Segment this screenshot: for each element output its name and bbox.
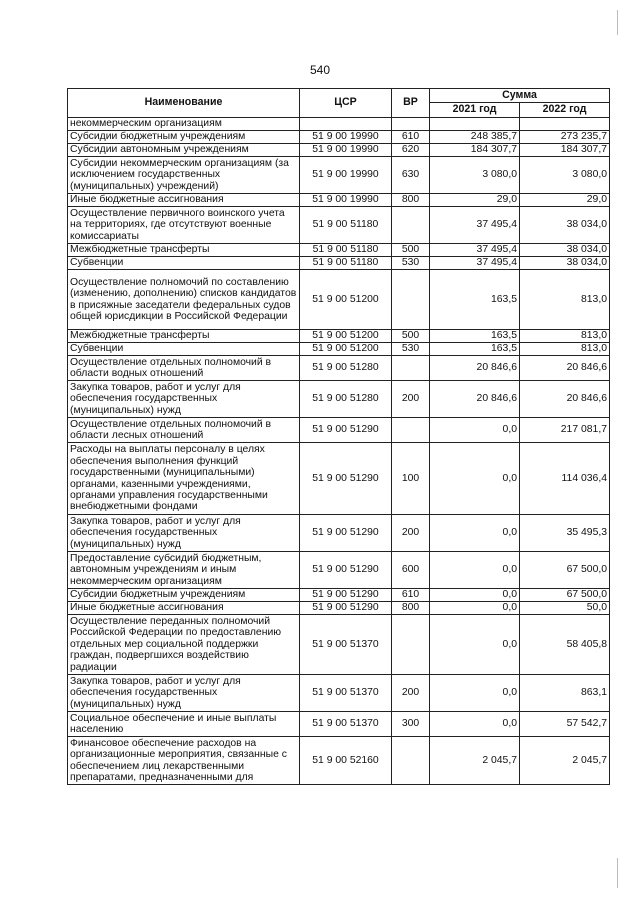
row-csr-cell: 51 9 00 19990 (300, 194, 392, 207)
row-vr-cell: 200 (392, 515, 430, 552)
row-csr-cell: 51 9 00 51290 (300, 552, 392, 589)
row-vr-cell: 500 (392, 244, 430, 257)
row-csr-cell: 51 9 00 51280 (300, 381, 392, 418)
row-vr-cell: 530 (392, 343, 430, 356)
row-2021-cell: 0,0 (430, 675, 520, 712)
row-2022-cell: 29,0 (520, 194, 610, 207)
row-csr-cell: 51 9 00 51180 (300, 257, 392, 270)
row-vr-cell: 100 (392, 443, 430, 515)
table-row (68, 381, 610, 418)
table-row (68, 257, 610, 270)
row-2022-cell: 813,0 (520, 330, 610, 343)
row-vr-cell: 200 (392, 675, 430, 712)
row-2022-cell: 20 846,6 (520, 356, 610, 381)
row-name-cell: Финансовое обеспечение расходов на организационные мероприятия, связанные с обеспечением лиц лекарственными препаратами, предназначенными для (68, 737, 300, 785)
table-row (68, 118, 610, 131)
row-name-cell: Субсидии бюджетным учреждениям (68, 131, 300, 144)
row-2022-cell: 813,0 (520, 270, 610, 330)
row-csr-cell: 51 9 00 19990 (300, 144, 392, 157)
table-row (68, 552, 610, 589)
row-csr-cell: 51 9 00 51290 (300, 589, 392, 602)
row-2022-cell: 20 846,6 (520, 381, 610, 418)
row-name-cell: Межбюджетные трансферты (68, 244, 300, 257)
table-body (68, 118, 610, 785)
row-name-cell: Закупка товаров, работ и услуг для обеспечения государственных (муниципальных) нужд (68, 675, 300, 712)
table-row (68, 418, 610, 443)
row-2021-cell: 37 495,4 (430, 257, 520, 270)
row-name-cell: Субсидии автономным учреждениям (68, 144, 300, 157)
row-2022-cell: 184 307,7 (520, 144, 610, 157)
page-number: 540 (309, 63, 331, 77)
table-row (68, 330, 610, 343)
row-name-cell: Предоставление субсидий бюджетным, автономным учреждениям и иным некоммерческим организациям (68, 552, 300, 589)
budget-table (67, 88, 610, 785)
row-csr-cell: 51 9 00 51370 (300, 712, 392, 737)
row-csr-cell (300, 118, 392, 131)
row-2022-cell: 813,0 (520, 343, 610, 356)
header-csr: ЦСР (300, 89, 392, 118)
row-2022-cell: 67 500,0 (520, 552, 610, 589)
row-name-cell: Осуществление переданных полномочий Российской Федерации по предоставлению отдельных мер социальной поддержки граждан, подвергшихся воздействию радиации (68, 615, 300, 675)
table-row (68, 194, 610, 207)
row-2022-cell (520, 118, 610, 131)
row-csr-cell: 51 9 00 19990 (300, 131, 392, 144)
scan-edge-mark (617, 858, 618, 888)
table-row (68, 589, 610, 602)
row-name-cell: некоммерческим организациям (68, 118, 300, 131)
row-csr-cell: 51 9 00 51290 (300, 602, 392, 615)
row-name-cell: Иные бюджетные ассигнования (68, 194, 300, 207)
row-csr-cell: 51 9 00 19990 (300, 157, 392, 194)
row-vr-cell: 800 (392, 194, 430, 207)
row-vr-cell: 610 (392, 589, 430, 602)
row-2021-cell: 20 846,6 (430, 381, 520, 418)
table-row (68, 675, 610, 712)
row-name-cell: Субсидии некоммерческим организациям (за исключением государственных (муниципальных) учреждений) (68, 157, 300, 194)
row-vr-cell: 500 (392, 330, 430, 343)
row-2021-cell (430, 118, 520, 131)
row-2021-cell: 0,0 (430, 515, 520, 552)
row-2022-cell: 35 495,3 (520, 515, 610, 552)
row-2021-cell: 0,0 (430, 418, 520, 443)
row-csr-cell: 51 9 00 51290 (300, 443, 392, 515)
row-vr-cell: 630 (392, 157, 430, 194)
row-csr-cell: 51 9 00 51180 (300, 244, 392, 257)
row-csr-cell: 51 9 00 51370 (300, 675, 392, 712)
row-2022-cell: 114 036,4 (520, 443, 610, 515)
row-name-cell: Межбюджетные трансферты (68, 330, 300, 343)
row-2021-cell: 184 307,7 (430, 144, 520, 157)
row-2021-cell: 163,5 (430, 270, 520, 330)
table-row (68, 737, 610, 785)
row-2022-cell: 863,1 (520, 675, 610, 712)
row-2021-cell: 0,0 (430, 443, 520, 515)
row-2021-cell: 0,0 (430, 615, 520, 675)
row-name-cell: Субвенции (68, 257, 300, 270)
table-row (68, 515, 610, 552)
row-2022-cell: 273 235,7 (520, 131, 610, 144)
row-name-cell: Осуществление полномочий по составлению (изменению, дополнению) списков кандидатов в присяжные заседатели федеральных судов общей юрисдикции в Российской Федерации (68, 270, 300, 330)
row-name-cell: Субвенции (68, 343, 300, 356)
table-row (68, 270, 610, 330)
header-year-2022: 2022 год (520, 103, 610, 118)
row-2021-cell: 3 080,0 (430, 157, 520, 194)
row-name-cell: Субсидии бюджетным учреждениям (68, 589, 300, 602)
row-csr-cell: 51 9 00 51200 (300, 343, 392, 356)
table-row (68, 343, 610, 356)
row-2022-cell: 38 034,0 (520, 257, 610, 270)
row-csr-cell: 51 9 00 51180 (300, 207, 392, 244)
row-csr-cell: 51 9 00 51200 (300, 330, 392, 343)
row-name-cell: Осуществление отдельных полномочий в области лесных отношений (68, 418, 300, 443)
row-2022-cell: 50,0 (520, 602, 610, 615)
row-2022-cell: 57 542,7 (520, 712, 610, 737)
row-2021-cell: 0,0 (430, 602, 520, 615)
row-csr-cell: 51 9 00 51280 (300, 356, 392, 381)
row-2021-cell: 37 495,4 (430, 207, 520, 244)
scan-edge-mark (617, 10, 618, 35)
row-2022-cell: 2 045,7 (520, 737, 610, 785)
header-name: Наименование (68, 89, 300, 118)
table-row (68, 131, 610, 144)
table-header (68, 89, 610, 118)
table-row (68, 157, 610, 194)
row-csr-cell: 51 9 00 52160 (300, 737, 392, 785)
row-name-cell: Закупка товаров, работ и услуг для обеспечения государственных (муниципальных) нужд (68, 515, 300, 552)
row-2021-cell: 29,0 (430, 194, 520, 207)
table-row (68, 602, 610, 615)
row-name-cell: Закупка товаров, работ и услуг для обеспечения государственных (муниципальных) нужд (68, 381, 300, 418)
row-2021-cell: 37 495,4 (430, 244, 520, 257)
row-2022-cell: 38 034,0 (520, 207, 610, 244)
table-row (68, 615, 610, 675)
row-2021-cell: 163,5 (430, 343, 520, 356)
row-vr-cell (392, 615, 430, 675)
row-vr-cell: 300 (392, 712, 430, 737)
row-2022-cell: 58 405,8 (520, 615, 610, 675)
row-csr-cell: 51 9 00 51200 (300, 270, 392, 330)
row-vr-cell (392, 118, 430, 131)
header-sum: Сумма (430, 89, 610, 103)
row-csr-cell: 51 9 00 51290 (300, 515, 392, 552)
row-vr-cell (392, 737, 430, 785)
row-2021-cell: 0,0 (430, 589, 520, 602)
row-2022-cell: 67 500,0 (520, 589, 610, 602)
row-vr-cell: 530 (392, 257, 430, 270)
row-vr-cell (392, 356, 430, 381)
row-2021-cell: 2 045,7 (430, 737, 520, 785)
row-2021-cell: 248 385,7 (430, 131, 520, 144)
table-row (68, 244, 610, 257)
table-row (68, 356, 610, 381)
header-vr: ВР (392, 89, 430, 118)
row-vr-cell: 200 (392, 381, 430, 418)
table-row (68, 207, 610, 244)
row-2021-cell: 163,5 (430, 330, 520, 343)
row-vr-cell: 600 (392, 552, 430, 589)
row-2022-cell: 38 034,0 (520, 244, 610, 257)
row-2021-cell: 20 846,6 (430, 356, 520, 381)
row-name-cell: Социальное обеспечение и иные выплаты населению (68, 712, 300, 737)
row-vr-cell (392, 207, 430, 244)
row-vr-cell (392, 418, 430, 443)
table-row (68, 144, 610, 157)
row-vr-cell (392, 270, 430, 330)
row-name-cell: Осуществление отдельных полномочий в области водных отношений (68, 356, 300, 381)
row-vr-cell: 800 (392, 602, 430, 615)
row-2022-cell: 217 081,7 (520, 418, 610, 443)
row-vr-cell: 620 (392, 144, 430, 157)
row-2021-cell: 0,0 (430, 712, 520, 737)
row-name-cell: Расходы на выплаты персоналу в целях обеспечения выполнения функций государственными (муниципальными) органами, казенными учреждениями, органами управления государственными внебюджетными фондами (68, 443, 300, 515)
row-csr-cell: 51 9 00 51370 (300, 615, 392, 675)
table-row (68, 443, 610, 515)
row-csr-cell: 51 9 00 51290 (300, 418, 392, 443)
row-2021-cell: 0,0 (430, 552, 520, 589)
row-name-cell: Иные бюджетные ассигнования (68, 602, 300, 615)
row-name-cell: Осуществление первичного воинского учета на территориях, где отсутствуют военные комиссариаты (68, 207, 300, 244)
row-vr-cell: 610 (392, 131, 430, 144)
header-year-2021: 2021 год (430, 103, 520, 118)
table-row (68, 712, 610, 737)
row-2022-cell: 3 080,0 (520, 157, 610, 194)
